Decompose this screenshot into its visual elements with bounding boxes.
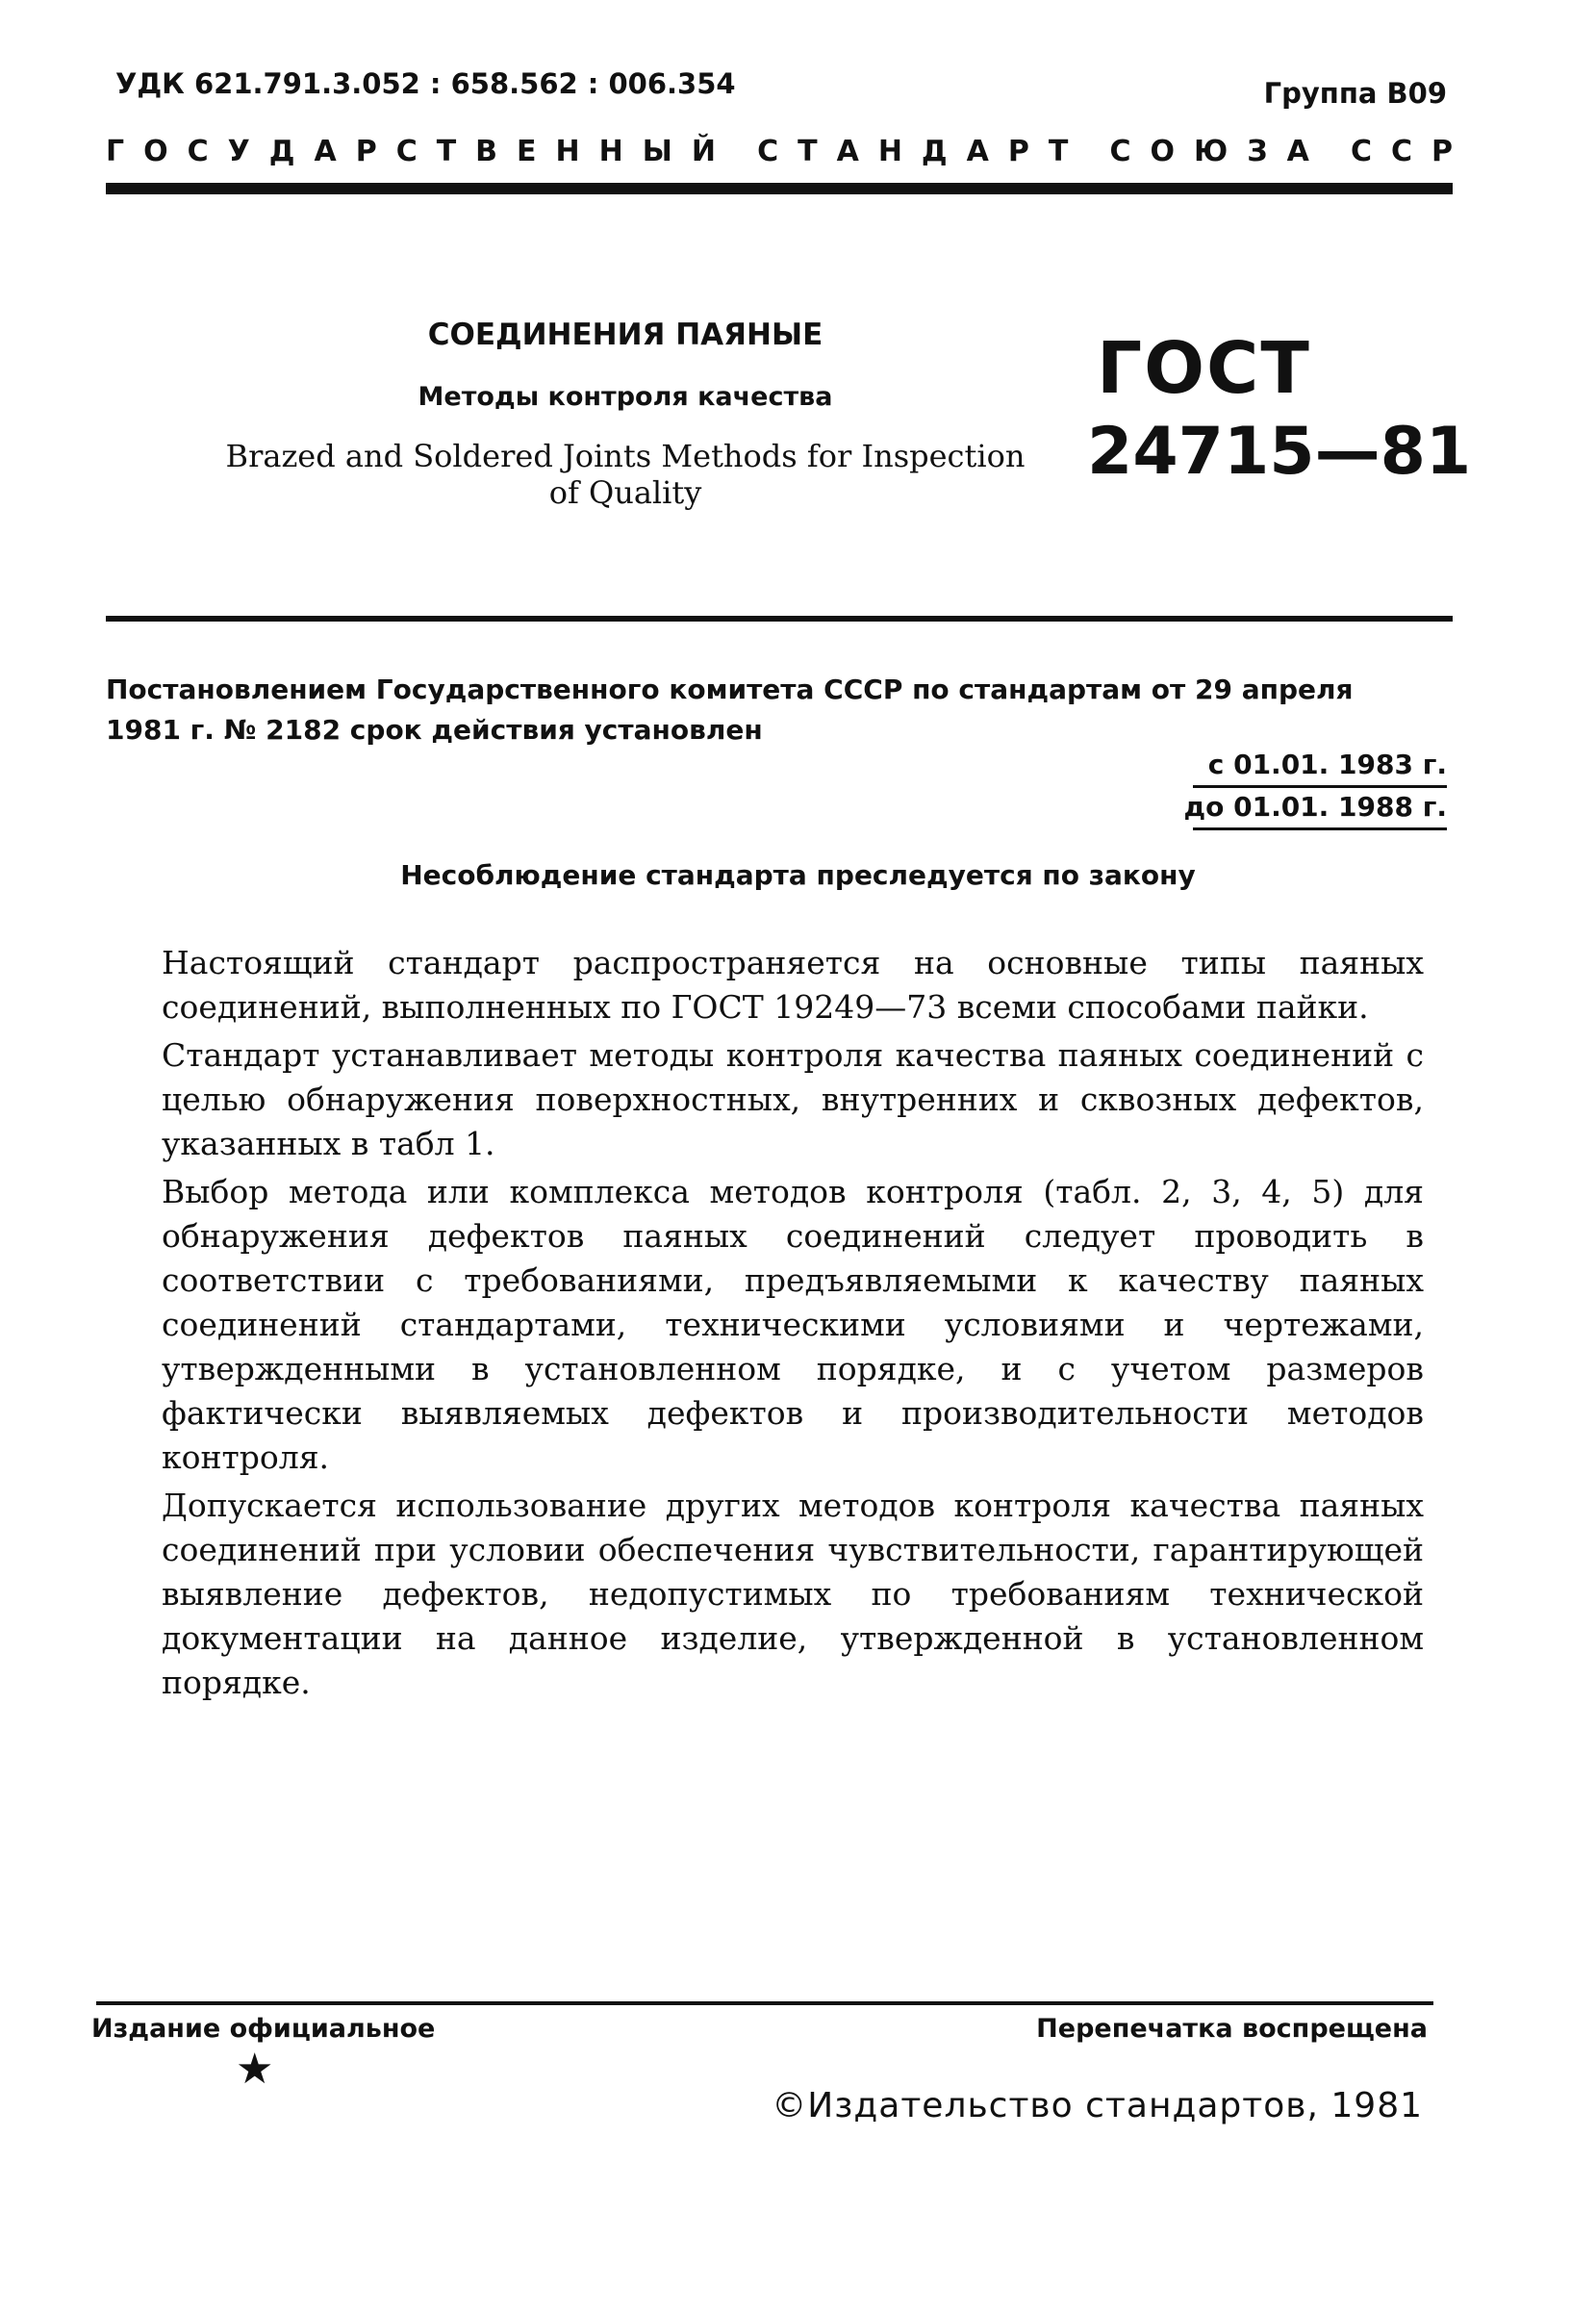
group-code: Группа В09 bbox=[1263, 77, 1447, 110]
validity-date-from: с 01.01. 1983 г. bbox=[1207, 749, 1447, 780]
publisher-copyright: ©Издательство стандартов, 1981 bbox=[772, 2086, 1423, 2125]
body-paragraph-4: Допускается использование других методов контроля качества паяных соединений при условии обеспечения чувствительности, гарантирующей выявление дефектов, недопустимых по требованиям технической документации на данное изделие, утвержденной в установленном порядке. bbox=[162, 1487, 1424, 1701]
title-divider bbox=[106, 616, 1453, 622]
date-from-underline bbox=[1193, 785, 1447, 788]
state-standard-word-3: СОЮЗА bbox=[1109, 135, 1329, 168]
state-standard-heading bbox=[106, 135, 1472, 168]
validity-date-to: до 01.01. 1988 г. bbox=[1183, 791, 1447, 823]
body-paragraph-3: Выбор метода или комплекса методов контроля (табл. 2, 3, 4, 5) для обнаружения дефектов паяных соединений следует проводить в соответствии с требованиями, предъявляемыми к качеству паяных соединений стандартами, техническими условиями и чертежами, утвержденными в установленном порядке, и с учетом размеров фактически выявляемых дефектов и производительности методов контроля. bbox=[162, 1173, 1424, 1476]
decree-line-2: 1981 г. № 2182 срок действия установлен bbox=[106, 714, 763, 746]
gost-number: 24715—81 bbox=[1087, 414, 1472, 490]
body-paragraph-2: Стандарт устанавливает методы контроля качества паяных соединений с целью обнаружения поверхностных, внутренних и сквозных дефектов, указанных в табл 1. bbox=[162, 1036, 1424, 1162]
law-notice: Несоблюдение стандарта преследуется по закону bbox=[400, 859, 1196, 891]
reprint-prohibited-label: Перепечатка воспрещена bbox=[1036, 2014, 1428, 2044]
state-standard-word-4: ССР bbox=[1350, 135, 1472, 168]
udk-code: УДК 621.791.3.052 : 658.562 : 006.354 bbox=[115, 67, 736, 100]
official-edition-label: Издание официальное bbox=[91, 2014, 436, 2044]
gost-label: ГОСТ bbox=[1097, 327, 1311, 410]
english-title-line-2: of Quality bbox=[548, 474, 702, 511]
english-title-line-1: Brazed and Soldered Joints Methods for Inspection bbox=[225, 438, 1026, 474]
state-standard-word-2: СТАНДАРТ bbox=[757, 135, 1088, 168]
header-divider bbox=[106, 183, 1453, 194]
body-paragraph-1: Настоящий стандарт распространяется на основные типы паяных соединений, выполненных по ГОСТ 19249—73 всеми способами пайки. bbox=[162, 944, 1424, 1026]
star-icon: ★ bbox=[236, 2045, 274, 2094]
decree-line-1: Постановлением Государственного комитета СССР по стандартам от 29 апреля bbox=[106, 674, 1354, 705]
document-subtitle: Методы контроля качества bbox=[418, 382, 833, 412]
footer-divider bbox=[96, 2001, 1433, 2005]
state-standard-word-1: ГОСУДАРСТВЕННЫЙ bbox=[106, 135, 735, 168]
body-text bbox=[162, 941, 1424, 1709]
date-to-underline bbox=[1193, 827, 1447, 830]
document-title: СОЕДИНЕНИЯ ПАЯНЫЕ bbox=[427, 318, 823, 352]
